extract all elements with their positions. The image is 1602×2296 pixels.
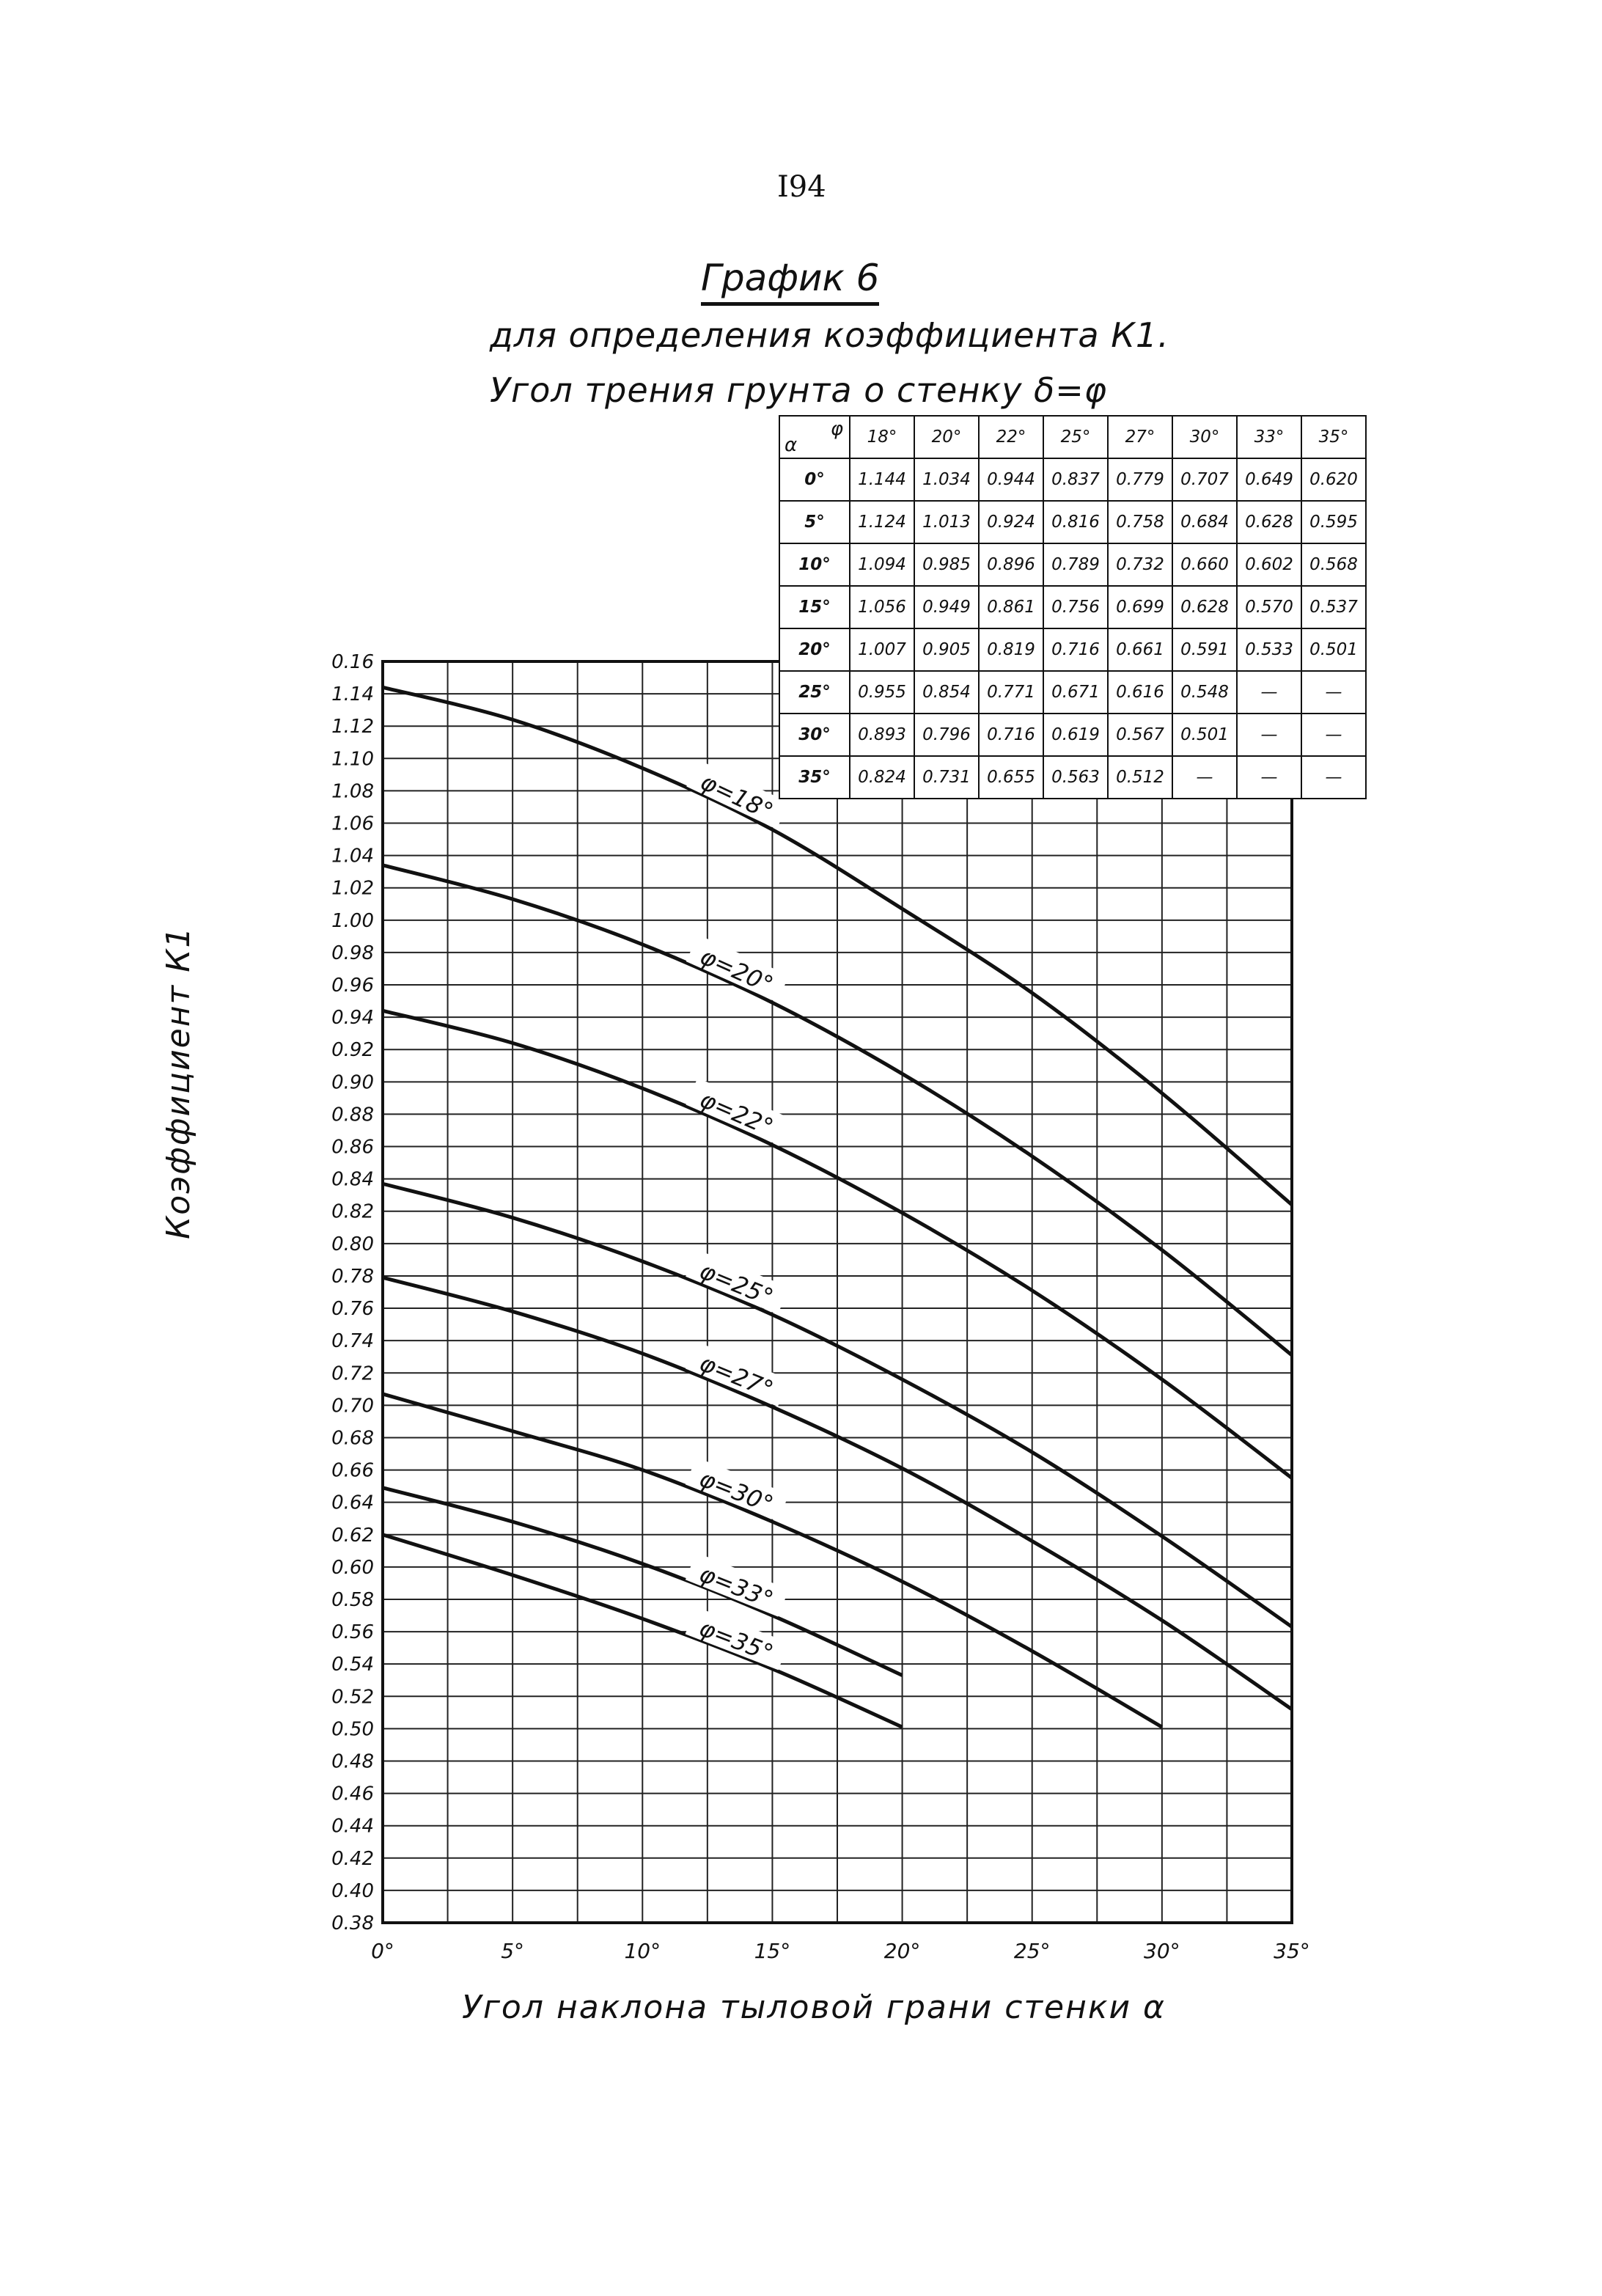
table-cell: — — [1237, 756, 1301, 799]
table-body — [779, 458, 1366, 799]
y-tick-label: 0.62 — [331, 1524, 374, 1547]
table-cell: 0.570 — [1237, 586, 1301, 628]
table-cell: 0.716 — [979, 714, 1043, 756]
series-label: φ=33° — [695, 1559, 777, 1614]
table-cell: — — [1301, 756, 1366, 799]
y-tick-label: 0.42 — [331, 1847, 374, 1870]
x-tick-label: 5° — [501, 1939, 525, 1963]
y-tick-label: 0.52 — [331, 1686, 374, 1709]
table-corner-cell — [779, 416, 850, 458]
y-tick-label: 0.88 — [331, 1104, 374, 1126]
table-column-header: 20° — [914, 416, 979, 458]
page-number: I94 — [777, 170, 826, 204]
y-tick-label: 0.72 — [331, 1362, 374, 1385]
table-column-header: 30° — [1172, 416, 1237, 458]
table-cell: 1.034 — [914, 458, 979, 501]
series-label: φ=35° — [695, 1613, 777, 1668]
table-cell: 0.699 — [1108, 586, 1172, 628]
y-tick-label: 0.82 — [331, 1200, 374, 1223]
y-tick-label: 0.92 — [331, 1039, 374, 1062]
series-label: φ=27° — [695, 1349, 778, 1404]
table-row — [779, 458, 1366, 501]
table-cell: 0.533 — [1237, 628, 1301, 671]
y-tick-label: 1.04 — [331, 845, 374, 868]
y-tick-label: 0.78 — [331, 1265, 374, 1288]
table-cell: 0.661 — [1108, 628, 1172, 671]
coefficient-table — [779, 415, 1367, 799]
y-tick-label: 0.96 — [331, 975, 374, 997]
table-cell: 1.124 — [850, 501, 914, 543]
table-column-header: 25° — [1043, 416, 1108, 458]
y-tick-label: 0.74 — [331, 1330, 374, 1353]
table-cell: 0.819 — [979, 628, 1043, 671]
y-tick-label: 0.76 — [331, 1298, 374, 1321]
table-column-header: 35° — [1301, 416, 1366, 458]
table-row-alpha: 5° — [779, 501, 850, 543]
table-cell: 0.616 — [1108, 671, 1172, 714]
x-tick-label: 0° — [371, 1939, 394, 1963]
y-tick-label: 1.00 — [331, 909, 374, 932]
table-cell: 0.771 — [979, 671, 1043, 714]
series-label: φ=20° — [696, 942, 778, 1000]
y-tick-label: 0.70 — [331, 1395, 374, 1417]
table-cell: 0.620 — [1301, 458, 1366, 501]
y-tick-label: 0.64 — [331, 1492, 374, 1514]
table-row — [779, 501, 1366, 543]
table-row — [779, 756, 1366, 799]
table-cell: 0.861 — [979, 586, 1043, 628]
y-tick-label: 1.02 — [331, 877, 374, 900]
y-tick-label: 0.16 — [331, 651, 374, 673]
y-tick-label: 1.10 — [331, 748, 374, 771]
table-cell: 1.094 — [850, 543, 914, 586]
y-tick-label: 1.12 — [331, 716, 374, 738]
table-cell: 0.649 — [1237, 458, 1301, 501]
y-tick-label: 0.56 — [331, 1621, 374, 1644]
chart-grid — [383, 661, 1292, 1923]
series-label: φ=25° — [695, 1256, 778, 1312]
table-cell: 0.602 — [1237, 543, 1301, 586]
table-cell: 1.144 — [850, 458, 914, 501]
table-row-alpha: 0° — [779, 458, 850, 501]
y-tick-label: 1.14 — [331, 683, 374, 706]
table-cell: — — [1301, 671, 1366, 714]
table-cell: 0.628 — [1172, 586, 1237, 628]
table-header-row — [779, 416, 1366, 458]
chart-series-label-group — [686, 760, 790, 1670]
table-cell: 0.837 — [1043, 458, 1108, 501]
table-cell: 0.732 — [1108, 543, 1172, 586]
table-column-header: 18° — [850, 416, 914, 458]
y-tick-label: 0.90 — [331, 1071, 374, 1094]
table-cell: 0.655 — [979, 756, 1043, 799]
table-row — [779, 586, 1366, 628]
table-cell: 0.796 — [914, 714, 979, 756]
table-row — [779, 714, 1366, 756]
table-cell: 0.854 — [914, 671, 979, 714]
table-cell: 0.731 — [914, 756, 979, 799]
x-tick-label: 35° — [1274, 1939, 1310, 1963]
chart-subtitle: для определения коэффициента К1. — [490, 315, 1169, 355]
table-cell: 0.591 — [1172, 628, 1237, 671]
table-column-header: 27° — [1108, 416, 1172, 458]
table-cell: 0.789 — [1043, 543, 1108, 586]
corner-alpha-label: α — [785, 434, 798, 456]
table-cell: 0.944 — [979, 458, 1043, 501]
table-caption: Угол трения грунта о стенку δ=φ — [490, 370, 1108, 410]
table-cell: 0.779 — [1108, 458, 1172, 501]
y-tick-label-group — [331, 651, 374, 1934]
table-cell: 0.824 — [850, 756, 914, 799]
y-tick-label: 0.84 — [331, 1168, 374, 1191]
table-cell: — — [1301, 714, 1366, 756]
y-tick-label: 0.66 — [331, 1459, 374, 1482]
table-cell: 0.671 — [1043, 671, 1108, 714]
x-tick-label: 30° — [1144, 1939, 1180, 1963]
table-row-alpha: 30° — [779, 714, 850, 756]
y-tick-label: 0.54 — [331, 1654, 374, 1676]
table-row-alpha: 25° — [779, 671, 850, 714]
table-cell: 0.501 — [1301, 628, 1366, 671]
y-axis-label: Коэффициент К1 — [160, 925, 197, 1239]
table-cell: 0.893 — [850, 714, 914, 756]
table-cell: 0.563 — [1043, 756, 1108, 799]
table-cell: 0.896 — [979, 543, 1043, 586]
corner-phi-label: φ — [830, 418, 843, 440]
table-row-alpha: 15° — [779, 586, 850, 628]
y-tick-label: 0.48 — [331, 1750, 374, 1773]
table-cell: 1.056 — [850, 586, 914, 628]
y-tick-label: 0.44 — [331, 1815, 374, 1838]
table-cell: 0.756 — [1043, 586, 1108, 628]
y-tick-label: 0.38 — [331, 1912, 374, 1934]
table-row-alpha: 10° — [779, 543, 850, 586]
y-tick-label: 0.40 — [331, 1879, 374, 1902]
table-cell: 0.924 — [979, 501, 1043, 543]
table-row — [779, 628, 1366, 671]
chart-title: График 6 — [701, 257, 879, 306]
table-cell: 0.512 — [1108, 756, 1172, 799]
table-cell: 0.568 — [1301, 543, 1366, 586]
table-row — [779, 671, 1366, 714]
table-cell: 0.955 — [850, 671, 914, 714]
table-cell: 0.985 — [914, 543, 979, 586]
table-row-alpha: 20° — [779, 628, 850, 671]
table-row-alpha: 35° — [779, 756, 850, 799]
x-tick-label: 20° — [883, 1939, 921, 1963]
series-label: φ=22° — [696, 1085, 778, 1142]
series-label: φ=18° — [696, 767, 778, 826]
table-cell: 1.013 — [914, 501, 979, 543]
table-cell: — — [1237, 714, 1301, 756]
y-tick-label: 0.80 — [331, 1233, 374, 1255]
table-cell: — — [1172, 756, 1237, 799]
table-cell: 0.684 — [1172, 501, 1237, 543]
x-tick-label: 10° — [624, 1939, 661, 1963]
y-tick-label: 0.86 — [331, 1136, 374, 1159]
table-cell: 0.716 — [1043, 628, 1108, 671]
table-cell: 0.707 — [1172, 458, 1237, 501]
table-cell: 0.567 — [1108, 714, 1172, 756]
x-axis-label: Угол наклона тыловой грани стенки α — [462, 1989, 1166, 2026]
table-cell: 0.548 — [1172, 671, 1237, 714]
series-label: φ=30° — [695, 1464, 777, 1519]
table-cell: 0.537 — [1301, 586, 1366, 628]
table-cell: 1.007 — [850, 628, 914, 671]
y-tick-label: 0.46 — [331, 1783, 374, 1805]
table-cell: 0.501 — [1172, 714, 1237, 756]
y-tick-label: 1.06 — [331, 813, 374, 835]
table-cell: 0.628 — [1237, 501, 1301, 543]
table-cell: — — [1237, 671, 1301, 714]
x-tick-label: 15° — [754, 1939, 791, 1963]
x-tick-label-group — [371, 1939, 1310, 1963]
y-tick-label: 0.50 — [331, 1718, 374, 1741]
table-cell: 0.949 — [914, 586, 979, 628]
y-tick-label: 0.98 — [331, 942, 374, 964]
table-cell: 0.905 — [914, 628, 979, 671]
y-tick-label: 1.08 — [331, 780, 374, 803]
table-cell: 0.595 — [1301, 501, 1366, 543]
table-cell: 0.660 — [1172, 543, 1237, 586]
table-row — [779, 543, 1366, 586]
table-cell: 0.619 — [1043, 714, 1108, 756]
table-cell: 0.758 — [1108, 501, 1172, 543]
y-tick-label: 0.60 — [331, 1556, 374, 1579]
y-tick-label: 0.68 — [331, 1427, 374, 1450]
table-column-header: 22° — [979, 416, 1043, 458]
y-tick-label: 0.94 — [331, 1007, 374, 1030]
x-tick-label: 25° — [1013, 1939, 1051, 1963]
y-tick-label: 0.58 — [331, 1588, 374, 1611]
table-column-header: 33° — [1237, 416, 1301, 458]
table-cell: 0.816 — [1043, 501, 1108, 543]
